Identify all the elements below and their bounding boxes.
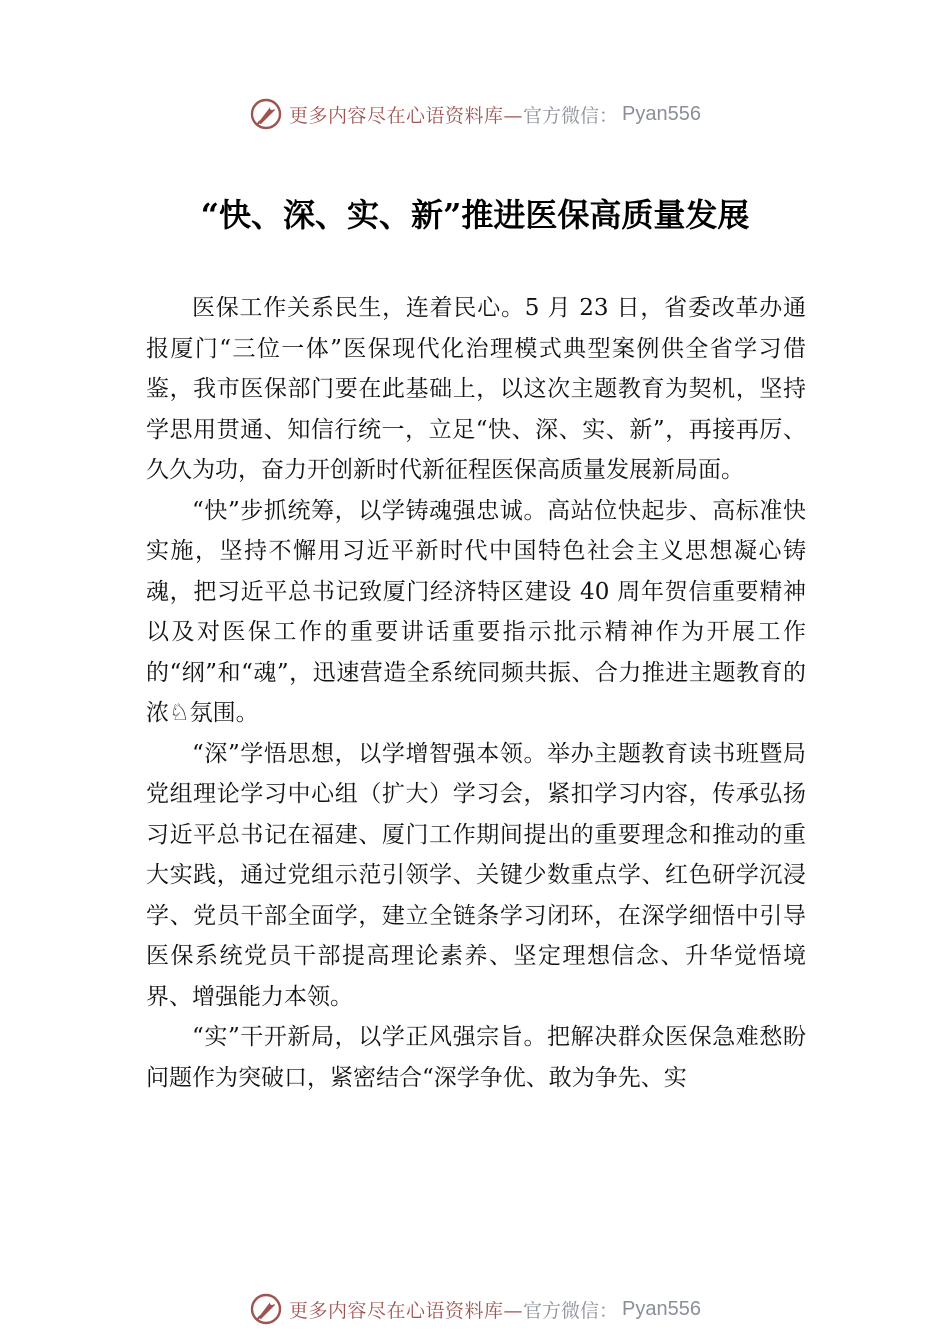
banner-main-text: 更多内容尽在心语资料库—	[289, 1299, 524, 1322]
paragraph-kuai: “快”步抓统筹，以学铸魂强忠诚。高站位快起步、高标准快实施，坚持不懈用习近平新时代中国特色社会主义思想凝心铸魂，把习近平总书记致厦门经济特区建设 40 周年贺信重要精神以及对医保工作的重要讲话重要指示批示精神作为开展工作的“纲”和“魂”，迅速营造全系统同频共振、合力推进主题教育的浓♘氛围。	[146, 497, 806, 726]
paragraph-intro: 医保工作关系民生，连着民心。5 月 23 日，省委改革办通报厦门“三位一体”医保现代化治理模式典型案例供全省学习借鉴，我市医保部门要在此基础上，以这次主题教育为契机，坚持学思用贯通、知信行统一，立足“快、深、实、新”，再接再厉、久久为功，奋力开创新时代新征程医保高质量发展新局面。	[146, 295, 806, 483]
banner-wechat-id: Pyan556	[622, 102, 701, 125]
paragraph-shi: “实”干开新局，以学正风强宗旨。把解决群众医保急难愁盼问题作为突破口，紧密结合“深学争优、敢为争先、实	[146, 1024, 806, 1091]
pen-nib-logo-icon	[249, 1292, 283, 1326]
banner-wechat-id: Pyan556	[622, 1297, 701, 1320]
header-banner	[0, 94, 950, 134]
footer-banner	[0, 1289, 950, 1329]
document-title: “快、深、实、新”推进医保高质量发展	[200, 196, 750, 234]
banner-wechat-label: 官方微信：	[523, 104, 619, 127]
document-body	[146, 288, 806, 1098]
paragraph-shen: “深”学悟思想，以学增智强本领。举办主题教育读书班暨局党组理论学习中心组（扩大）学习会，紧扣学习内容，传承弘扬习近平总书记在福建、厦门工作期间提出的重要理念和推动的重大实践，通过党组示范引领学、关键少数重点学、红色研学沉浸学、党员干部全面学，建立全链条学习闭环，在深学细悟中引导医保系统党员干部提高理论素养、坚定理想信念、升华觉悟境界、增强能力本领。	[146, 740, 806, 1010]
pen-nib-logo-icon	[249, 97, 283, 131]
banner-wechat-label: 官方微信：	[523, 1299, 619, 1322]
banner-main-text: 更多内容尽在心语资料库—	[289, 104, 524, 127]
